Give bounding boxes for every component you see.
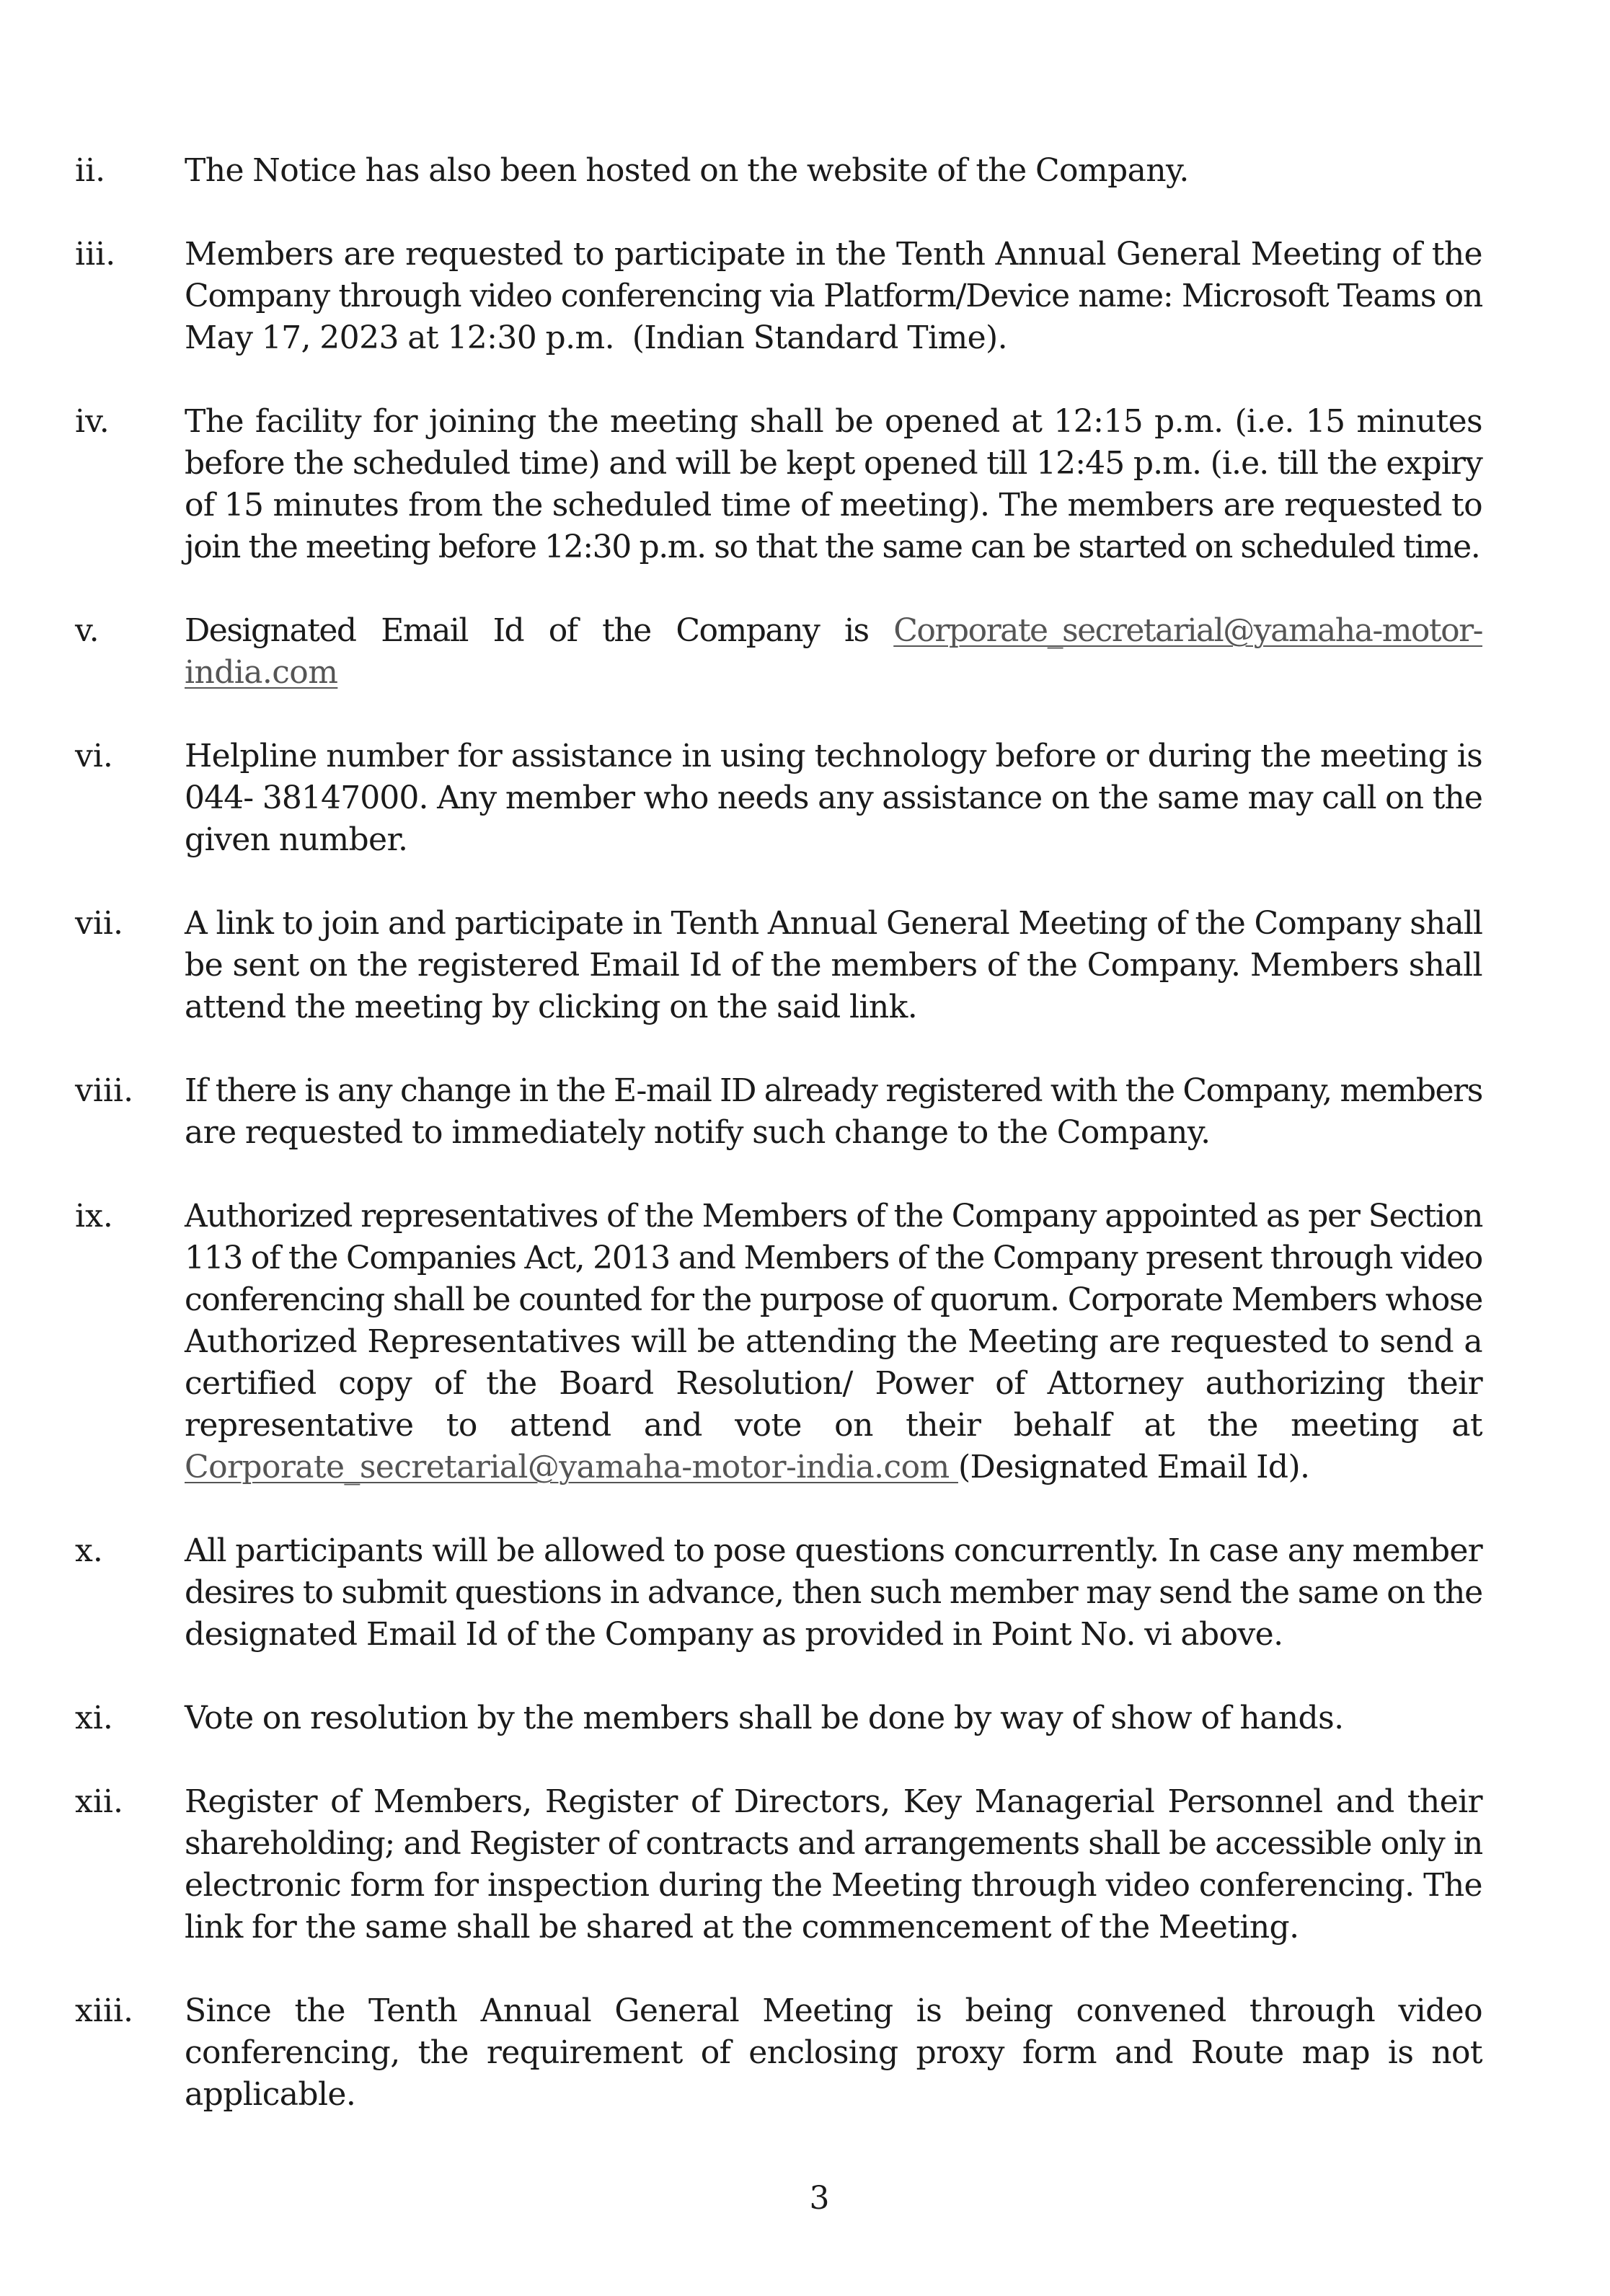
text-line: before the scheduled time) and will be kept opened till 12:45 p.m. (i.e. till the expiry [185,445,1482,482]
text-line [185,610,1482,652]
item-number: ix. [75,1198,113,1235]
text-line: A link to join and participate in Tenth Annual General Meeting of the Company shall [185,905,1482,942]
item-number: x. [75,1532,103,1569]
text-line: desires to submit questions in advance, then such member may send the same on the [185,1574,1482,1611]
text-line [185,1447,1482,1488]
email-note: (Designated Email Id). [957,1449,1310,1485]
text-line: The Notice has also been hosted on the website of the Company. [185,152,1189,189]
text-line: 113 of the Companies Act, 2013 and Members of the Company present through video [185,1240,1482,1276]
text-line: Since the Tenth Annual General Meeting is being convened through video [185,1992,1482,2029]
text-line: are requested to immediately notify such change to the Company. [185,1114,1211,1151]
text-line: representative to attend and vote on their behalf at the meeting at [185,1407,1482,1444]
item-text [185,150,1482,192]
item-number: iii. [75,236,116,273]
text-line: electronic form for inspection during the Meeting through video conferencing. The [185,1867,1482,1904]
item-number: vii. [75,905,123,942]
text-line: conferencing, the requirement of enclosing proxy form and Route map is not [185,2034,1482,2071]
item-text [185,1697,1482,1739]
text-line: attend the meeting by clicking on the said link. [185,989,918,1025]
item-text [185,1990,1482,2116]
text-line: conferencing shall be counted for the purpose of quorum. Corporate Members whose [185,1281,1482,1318]
item-text [185,903,1482,1028]
item-number: vi. [75,738,113,774]
page-number: 3 [809,2180,830,2217]
email-label: Designated Email Id of the Company is [185,612,894,649]
item-number: ii. [75,152,106,189]
text-line: May 17, 2023 at 12:30 p.m. (Indian Standard Time). [185,319,1007,356]
text-line: certified copy of the Board Resolution/ Power of Attorney authorizing their [185,1365,1482,1402]
item-number: v. [75,612,99,649]
item-number: xii. [75,1783,123,1820]
text-line [185,652,1482,694]
text-line: Authorized Representatives will be attending the Meeting are requested to send a [185,1323,1482,1360]
text-line: Members are requested to participate in the Tenth Annual General Meeting of the [185,236,1482,273]
item-text [185,401,1482,568]
text-line: applicable. [185,2076,356,2113]
item-text [185,1781,1482,1948]
text-line: given number. [185,821,408,858]
email-link[interactable]: Corporate_secretarial@yamaha-motor- [893,612,1482,649]
text-line: Vote on resolution by the members shall be done by way of show of hands. [185,1700,1344,1736]
text-line: Helpline number for assistance in using technology before or during the meeting is [185,738,1482,774]
item-number: viii. [75,1072,134,1109]
item-number: xiii. [75,1992,134,2029]
item-number: iv. [75,403,110,440]
text-line: If there is any change in the E-mail ID already registered with the Company, members [185,1072,1482,1109]
email-link[interactable]: Corporate_secretarial@yamaha-motor-india.com [185,1449,958,1485]
item-text [185,234,1482,359]
text-line: shareholding; and Register of contracts and arrangements shall be accessible only in [185,1825,1482,1862]
text-line: Authorized representatives of the Members of the Company appointed as per Section [185,1198,1482,1235]
item-text [185,736,1482,861]
text-line: 044- 38147000. Any member who needs any assistance on the same may call on the [185,780,1482,816]
text-line: All participants will be allowed to pose questions concurrently. In case any member [185,1532,1482,1569]
text-line: join the meeting before 12:30 p.m. so that the same can be started on scheduled time. [185,529,1480,565]
text-line: The facility for joining the meeting shall be opened at 12:15 p.m. (i.e. 15 minutes [185,403,1482,440]
item-number: xi. [75,1700,113,1736]
text-line: link for the same shall be shared at the commencement of the Meeting. [185,1909,1299,1946]
text-line: of 15 minutes from the scheduled time of meeting). The members are requested to [185,487,1482,524]
item-text [185,1530,1482,1656]
text-line: Register of Members, Register of Directors, Key Managerial Personnel and their [185,1783,1482,1820]
text-line: Company through video conferencing via Platform/Device name: Microsoft Teams on [185,278,1482,314]
text-line: be sent on the registered Email Id of the members of the Company. Members shall [185,947,1482,984]
item-text [185,1070,1482,1154]
item-text [185,1196,1482,1488]
text-line: designated Email Id of the Company as provided in Point No. vi above. [185,1616,1283,1653]
email-link-continued[interactable]: india.com [185,654,338,691]
item-text [185,610,1482,694]
